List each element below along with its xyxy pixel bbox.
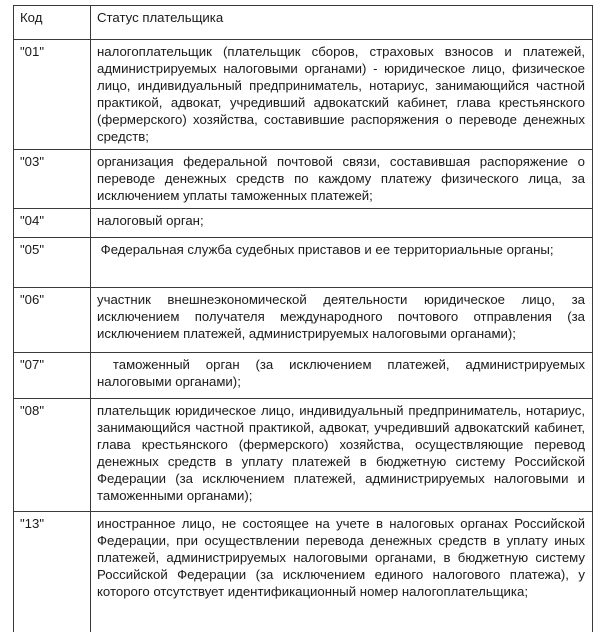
row-code: "04" [14, 209, 91, 238]
table-row [14, 238, 593, 288]
table-row [14, 353, 593, 399]
payer-status-table [13, 5, 593, 632]
row-status: налогоплательщик (плательщик сборов, страховых взносов и платежей, администрируемых налоговыми органами) - юридическое лицо, физическое лицо, индивидуальный предприниматель, нотариус, занимающийся частной практикой, адвокат, учредивший адвокатский кабинет, глава крестьянского (фермерского) хозяйства, составившие распоряжения о переводе денежных средств; [91, 40, 593, 150]
row-status: налоговый орган; [91, 209, 593, 238]
row-status: организация федеральной почтовой связи, составившая распоряжение о переводе денежных средств по каждому платежу физического лица, за исключением уплаты таможенных платежей; [91, 150, 593, 209]
row-status: Федеральная служба судебных приставов и ее территориальные органы; [91, 238, 593, 288]
table-row [14, 288, 593, 353]
row-status: плательщик юридическое лицо, индивидуальный предприниматель, нотариус, занимающийся частной практикой, адвокат, учредивший адвокатский кабинет, глава крестьянского (фермерского) хозяйства, осуществляющие перевод денежных средств в уплату платежей в бюджетную систему Российской Федерации (за исключением платежей, администрируемых налоговыми и таможенными органами); [91, 399, 593, 512]
row-code: "06" [14, 288, 91, 353]
row-status: иностранное лицо, не состоящее на учете в налоговых органах Российской Федерации, при осуществлении перевода денежных средств в уплату иных платежей, администрируемых налоговыми органами, в бюджетную систему Российской Федерации (за исключением единого налогового платежа), у которого отсутствует идентификационный номер налогоплательщика; [91, 512, 593, 632]
table-header-row [14, 6, 593, 40]
row-code: "07" [14, 353, 91, 399]
table-row [14, 150, 593, 209]
table-row [14, 512, 593, 632]
header-status: Статус плательщика [91, 6, 593, 40]
row-code: "08" [14, 399, 91, 512]
row-code: "01" [14, 40, 91, 150]
row-code: "05" [14, 238, 91, 288]
row-code: "03" [14, 150, 91, 209]
table-row [14, 399, 593, 512]
header-code: Код [14, 6, 91, 40]
row-status: участник внешнеэкономической деятельности юридическое лицо, за исключением получателя международного почтового отправления (за исключением платежей, администрируемых налоговыми органами); [91, 288, 593, 353]
row-status: таможенный орган (за исключением платежей, администрируемых налоговыми органами); [91, 353, 593, 399]
table-row [14, 40, 593, 150]
row-code: "13" [14, 512, 91, 632]
table-row [14, 209, 593, 238]
